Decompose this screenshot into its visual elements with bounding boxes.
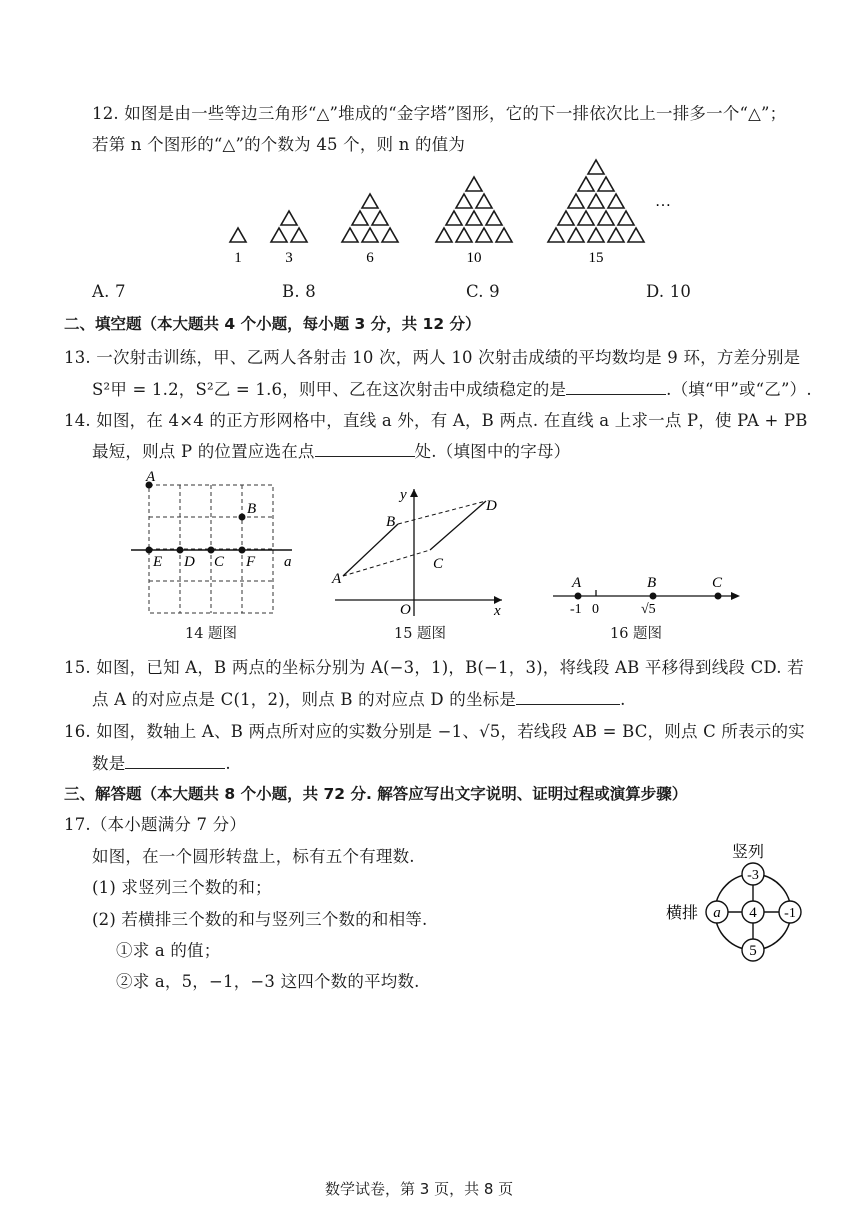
pyramid-triangle [608,194,624,208]
q15-line2 [92,686,626,710]
pyramid-triangle [291,228,307,242]
pyramid-triangle [578,177,594,191]
fig14-label-e: E [153,554,163,570]
fig16-caption: 16 题图 [610,626,663,642]
figure-14-grid [128,468,303,618]
pyramid-triangle [548,228,564,242]
pyramid-triangle [352,211,368,225]
fig16-tick-sqrt5: √5 [641,602,656,617]
pyramid-triangle [588,160,604,174]
q14-line2-tail: 处.（填图中的字母） [414,442,571,461]
q16-line2-text: 数是 [92,754,126,773]
pyramid-triangle [486,211,502,225]
fig16-tick-0: 0 [592,602,599,617]
q12-line2: 若第 n 个图形的“△”的个数为 45 个，则 n 的值为 [92,135,466,154]
pyramid-triangle [466,211,482,225]
pyramid-triangle [476,228,492,242]
pyramid-triangle [568,194,584,208]
fig17-horizontal-label: 横排 [666,905,699,922]
pyramid-triangle [456,228,472,242]
pyramid-triangle [446,211,462,225]
pyramid-triangle [281,211,297,225]
q15-line2-text: 点 A 的对应点是 C(1，2)，则点 B 的对应点 D 的坐标是 [92,690,517,709]
fig16-label-c: C [712,575,723,591]
section2-heading: 二、填空题（本大题共 4 个小题，每小题 3 分，共 12 分） [64,315,481,333]
fig14-label-b: B [247,501,257,517]
q17-text-1: 如图，在一个圆形转盘上，标有五个有理数. [92,847,415,866]
fig16-label-a: A [572,575,582,591]
q16-line2 [92,750,231,774]
pyramid-triangle [578,211,594,225]
fig17-value-center: 4 [749,905,757,921]
fig14-label-line-a: a [284,554,292,570]
fig17-value-top: -3 [747,868,759,883]
q14-line2 [92,438,570,462]
pyramid-triangle [558,211,574,225]
page-footer: 数学试卷，第 3 页，共 8 页 [325,1180,514,1198]
fig14-label-a: A [146,469,156,485]
pyramid-triangle [588,194,604,208]
fig16-label-b: B [647,575,657,591]
pyramid-ellipsis: … [655,193,671,210]
pyramid-triangle [362,228,378,242]
q15-line2-tail: . [620,690,626,709]
fig17-value-left: a [713,905,721,921]
section3-heading: 三、解答题（本大题共 8 个小题，共 72 分. 解答应写出文字说明、证明过程或演算步骤） [64,785,688,803]
pyramid-count-5: 15 [588,250,604,266]
fig15-label-a: A [332,571,342,587]
figure-16-number-line [548,570,748,620]
q17-heading: 17.（本小题满分 7 分） [64,815,247,834]
q16-answer-blank[interactable] [125,754,225,769]
fig15-label-b: B [386,514,396,530]
fig15-caption: 15 题图 [394,626,447,642]
q17-text-5: ②求 a，5，−1，−3 这四个数的平均数. [116,972,420,991]
fig17-value-right: -1 [784,906,796,921]
pyramid-triangle [598,177,614,191]
pyramid-count-4: 10 [466,250,482,266]
pyramid-triangle [598,211,614,225]
q17-text-2: (1) 求竖列三个数的和； [92,878,272,897]
fig17-vertical-label: 竖列 [732,844,765,861]
q14-line2-text: 最短，则点 P 的位置应选在点 [92,442,315,461]
q12-option-c: C. 9 [466,282,500,301]
pyramid-triangle [456,194,472,208]
pyramid-triangle [568,228,584,242]
fig16-tick-minus1: -1 [570,602,582,617]
q17-text-3: (2) 若横排三个数的和与竖列三个数的和相等. [92,910,428,929]
pyramid-triangle [382,228,398,242]
pyramid-triangle [496,228,512,242]
q14-line1: 14. 如图，在 4×4 的正方形网格中，直线 a 外，有 A，B 两点. 在直线 a 上求一点 P，使 PA + PB [64,411,808,430]
q15-line1: 15. 如图，已知 A，B 两点的坐标分别为 A(−3，1)，B(−1，3)，将线段 AB 平移得到线段 CD. 若 [64,658,804,677]
fig17-value-bottom: 5 [749,943,757,959]
pyramid-triangle [476,194,492,208]
fig14-caption: 14 题图 [185,626,238,642]
pyramid-figures [215,158,695,270]
q17-text-4: ①求 a 的值； [116,941,221,960]
q12-option-a: A. 7 [92,282,126,301]
fig14-label-c: C [214,554,225,570]
q16-line2-tail: . [225,754,231,773]
q13-line2-tail: .（填“甲”或“乙”）. [666,380,812,399]
pyramid-triangle [230,228,246,242]
pyramid-triangle [372,211,388,225]
q16-line1: 16. 如图，数轴上 A、B 两点所对应的实数分别是 −1、√5，若线段 AB = BC，则点 C 所表示的实 [64,722,805,741]
pyramid-triangle [271,228,287,242]
fig15-label-c: C [433,556,444,572]
fig15-label-y: y [400,487,407,503]
pyramid-count-1: 1 [234,250,242,266]
pyramid-triangle [618,211,634,225]
q14-answer-blank[interactable] [315,442,415,457]
q13-line2-text: S²甲 = 1.2，S²乙 = 1.6，则甲、乙在这次射击中成绩稳定的是 [92,380,567,399]
q13-line1: 13. 一次射击训练，甲、乙两人各射击 10 次，两人 10 次射击成绩的平均数均是 9 环，方差分别是 [64,348,801,367]
pyramid-count-3: 6 [366,250,374,266]
q12-option-d: D. 10 [646,282,692,301]
pyramid-triangle [436,228,452,242]
pyramid-triangle [628,228,644,242]
q13-answer-blank[interactable] [566,380,666,395]
figure-15-coordinates [330,484,510,619]
q12-line1: 12. 如图是由一些等边三角形“△”堆成的“金字塔”图形，它的下一排依次比上一排多一个“△”； [92,104,787,123]
pyramid-triangle [342,228,358,242]
fig15-label-origin: O [400,602,411,618]
pyramid-triangle [362,194,378,208]
q13-line2 [92,376,812,400]
pyramid-count-2: 3 [285,250,293,266]
fig14-label-d: D [184,554,195,570]
figure-17-turntable [660,835,840,973]
pyramid-triangle [466,177,482,191]
fig15-label-d: D [486,498,497,514]
fig15-label-x: x [494,603,501,619]
pyramid-triangle [608,228,624,242]
fig14-label-f: F [246,554,256,570]
q15-answer-blank[interactable] [516,690,620,705]
q12-option-b: B. 8 [282,282,316,301]
pyramid-triangle [588,228,604,242]
